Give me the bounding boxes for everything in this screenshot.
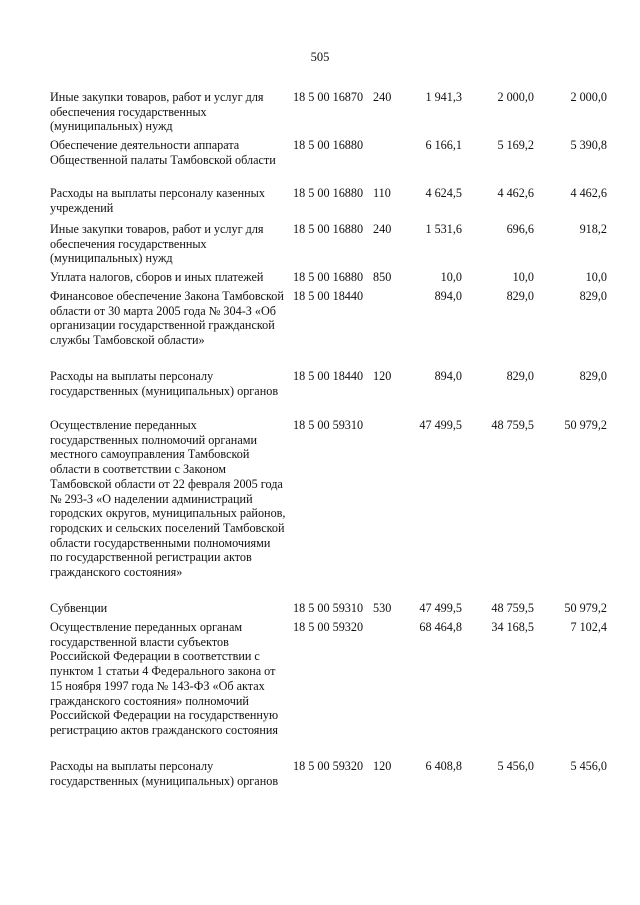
row-value-year2: 829,0: [506, 369, 534, 383]
row-name: Иные закупки товаров, работ и услуг для обеспечения государственных (муниципальных) нужд: [50, 222, 264, 266]
row-value-year1: 47 499,5: [419, 418, 462, 432]
row-name: Финансовое обеспечение Закона Тамбовской области от 30 марта 2005 года № 304-З «Об организации государственной гражданской службы Тамбовской области»: [50, 289, 284, 348]
row-code: 18 5 00 16880: [293, 222, 364, 236]
row-name: Субвенции: [50, 601, 108, 615]
row-name: Осуществление переданных органам государственной власти субъектов Российской Федерации в соответствии с пунктом 1 статьи 4 Федерального закона от 15 ноября 1997 года № 143-ФЗ «Об актах гражданского состояния» полномочий Российской Федерации на государственную регистрацию актов гражданского состояния: [50, 620, 279, 737]
row-value-year1: 47 499,5: [419, 601, 462, 615]
row-value-year1: 894,0: [434, 289, 462, 303]
row-expense-type: 530: [373, 601, 392, 615]
row-name: Уплата налогов, сборов и иных платежей: [50, 270, 264, 284]
row-name: Осуществление переданных государственных полномочий органами местного самоуправления Тамбовской области в соответствии с Законом Тамбовской области от 22 февраля 2005 года № 293-З «О наделении администраций городских округов, муниципальных районов, городских и сельских поселений Тамбовской области государственными полномочиями по государственной регистрации актов гражданского состояния»: [50, 418, 286, 580]
row-value-year1: 894,0: [434, 369, 462, 383]
row-value-year3: 2 000,0: [570, 90, 607, 104]
row-code: 18 5 00 59320: [293, 620, 364, 634]
row-value-year1: 1 531,6: [425, 222, 462, 236]
row-value-year3: 4 462,6: [570, 186, 607, 200]
row-code: 18 5 00 16880: [293, 186, 364, 200]
row-value-year2: 10,0: [512, 270, 534, 284]
row-value-year2: 2 000,0: [497, 90, 534, 104]
row-value-year3: 7 102,4: [570, 620, 607, 634]
row-code: 18 5 00 16880: [293, 138, 364, 152]
row-code: 18 5 00 18440: [293, 369, 364, 383]
row-code: 18 5 00 16870: [293, 90, 364, 104]
row-value-year3: 829,0: [579, 369, 607, 383]
row-code: 18 5 00 16880: [293, 270, 364, 284]
row-value-year2: 696,6: [506, 222, 534, 236]
row-name: Расходы на выплаты персоналу государственных (муниципальных) органов: [50, 759, 279, 788]
row-value-year3: 918,2: [579, 222, 607, 236]
row-value-year1: 1 941,3: [425, 90, 462, 104]
row-expense-type: 240: [373, 90, 392, 104]
row-value-year3: 829,0: [579, 289, 607, 303]
row-code: 18 5 00 59320: [293, 759, 364, 773]
row-expense-type: 110: [373, 186, 391, 200]
row-value-year2: 5 169,2: [497, 138, 534, 152]
row-value-year3: 10,0: [585, 270, 607, 284]
row-name: Расходы на выплаты персоналу казенных учреждений: [50, 186, 265, 215]
row-name: Обеспечение деятельности аппарата Общественной палаты Тамбовской области: [50, 138, 276, 167]
row-expense-type: 240: [373, 222, 392, 236]
row-expense-type: 120: [373, 759, 392, 773]
row-value-year1: 4 624,5: [425, 186, 462, 200]
row-value-year2: 48 759,5: [491, 601, 534, 615]
row-value-year2: 48 759,5: [491, 418, 534, 432]
row-value-year2: 829,0: [506, 289, 534, 303]
row-value-year3: 5 456,0: [570, 759, 607, 773]
row-code: 18 5 00 59310: [293, 418, 364, 432]
row-code: 18 5 00 59310: [293, 601, 364, 615]
row-value-year2: 5 456,0: [497, 759, 534, 773]
page-number: 505: [310, 50, 330, 64]
row-value-year1: 6 408,8: [425, 759, 462, 773]
row-value-year1: 10,0: [440, 270, 462, 284]
row-value-year2: 34 168,5: [491, 620, 534, 634]
row-value-year1: 6 166,1: [425, 138, 462, 152]
row-name: Расходы на выплаты персоналу государственных (муниципальных) органов: [50, 369, 279, 398]
row-expense-type: 850: [373, 270, 392, 284]
row-name: Иные закупки товаров, работ и услуг для обеспечения государственных (муниципальных) нужд: [50, 90, 264, 134]
row-value-year1: 68 464,8: [419, 620, 462, 634]
row-value-year3: 50 979,2: [564, 418, 607, 432]
row-value-year2: 4 462,6: [497, 186, 534, 200]
row-expense-type: 120: [373, 369, 392, 383]
row-value-year3: 5 390,8: [570, 138, 607, 152]
row-value-year3: 50 979,2: [564, 601, 607, 615]
row-code: 18 5 00 18440: [293, 289, 364, 303]
